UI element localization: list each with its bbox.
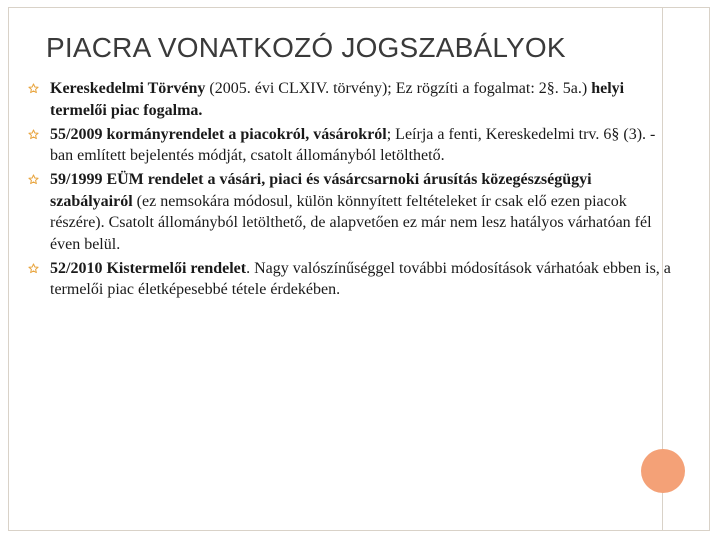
regulation-description: (2005. évi CLXIV. törvény); Ez rögzíti a fogalmat: 2§. 5a.) <box>205 80 592 97</box>
list-item <box>28 78 678 121</box>
list-item <box>28 169 678 255</box>
regulation-description: . Nagy valószínűséggel további módosítások várhatóak ebben is, a termelői piac életképesebbé tétele érdekében. <box>50 259 671 298</box>
star-icon <box>28 174 39 185</box>
regulation-description: (ez nemsokára módosul, külön könnyített feltételeket ír csak elő ezen piacok részére). Csatolt állományból letölthető, de alapvetően ez már nem lesz hatályos várhatóan fél éven belül. <box>50 192 652 253</box>
regulation-list <box>28 78 678 303</box>
page-title: PIACRA VONATKOZÓ JOGSZABÁLYOK <box>46 32 566 63</box>
regulation-emphasis: helyi termelői piac fogalma. <box>50 80 625 119</box>
regulation-name: 59/1999 EÜM rendelet a vásári, piaci és vásárcsarnoki árusítás közegészségügyi szabályairól <box>50 171 592 210</box>
regulation-name: Kereskedelmi Törvény <box>50 80 206 97</box>
star-icon <box>28 129 39 140</box>
regulation-name: 52/2010 Kistermelői rendelet <box>50 259 247 277</box>
regulation-name: 55/2009 kormányrendelet a piacokról, vásárokról <box>50 125 387 143</box>
decorative-circle <box>641 449 685 493</box>
list-item <box>28 258 678 301</box>
star-icon <box>28 83 39 94</box>
regulation-description: ; Leírja a fenti, Kereskedelmi trv. 6§ (3). -ban említett bejelentés módját, csatolt állományból letölthető. <box>50 125 656 164</box>
star-icon <box>28 263 39 274</box>
list-item <box>28 124 678 167</box>
